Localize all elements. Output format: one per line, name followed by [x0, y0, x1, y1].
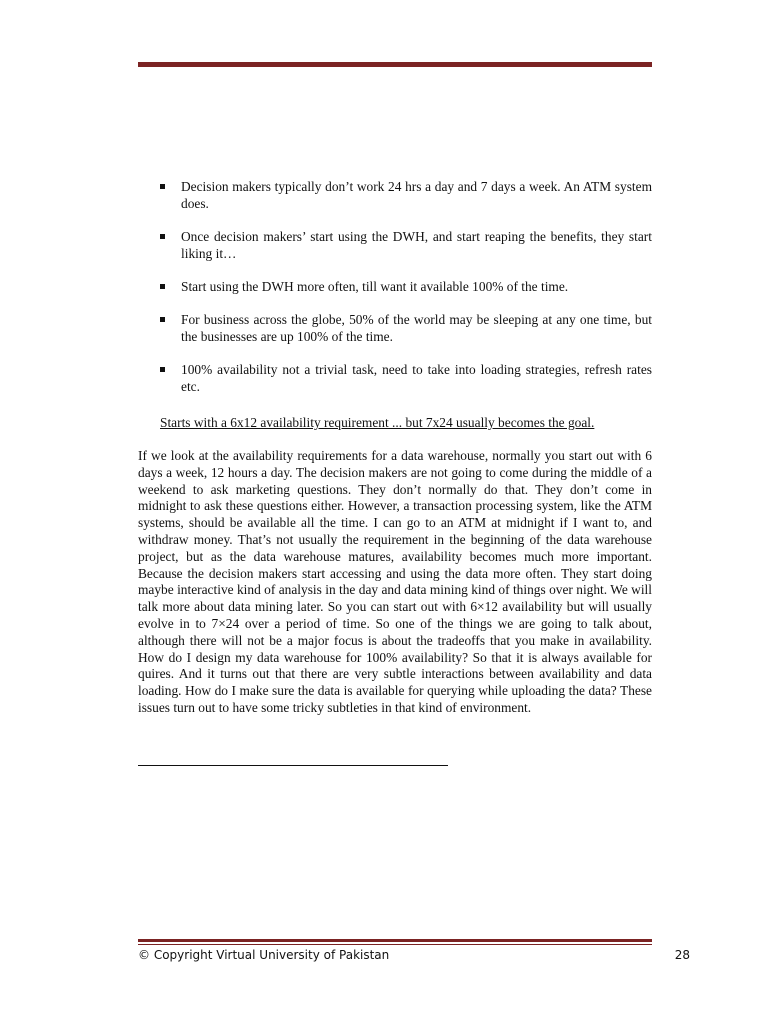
footnote-separator — [138, 765, 448, 766]
footer-copyright: © Copyright Virtual University of Pakistan — [138, 948, 390, 962]
bullet-item — [160, 228, 652, 262]
square-bullet-icon — [160, 317, 165, 322]
bullet-text: Once decision makers’ start using the DWH, and start reaping the benefits, they start liking it… — [181, 229, 652, 261]
bullet-text: Start using the DWH more often, till want it available 100% of the time. — [181, 279, 569, 294]
square-bullet-icon — [160, 284, 165, 289]
header-rule — [138, 62, 652, 67]
footer-rule-thin — [138, 944, 652, 945]
bullet-text: Decision makers typically don’t work 24 hrs a day and 7 days a week. An ATM system does. — [181, 179, 652, 211]
square-bullet-icon — [160, 367, 165, 372]
bullet-list — [160, 178, 652, 411]
footer-rule-thick — [138, 939, 652, 942]
bullet-item — [160, 361, 652, 395]
square-bullet-icon — [160, 184, 165, 189]
body-paragraph: If we look at the availability requirements for a data warehouse, normally you start out with 6 days a week, 12 hours a day. The decision makers are not going to come during the middle of a weekend to ask marketing questions. They don’t normally do that. They don’t come in midnight to ask these questions either. However, a transaction processing system, like the ATM systems, should be available all the time. I can go to an ATM at midnight if I want to, and withdraw money. That’s not usually the requirement in the beginning of the data warehouse project, but as the data warehouse matures, availability becomes much more important. Because the decision makers start accessing and using the data more often. They start doing maybe interactive kind of analysis in the day and data mining kind of things over night. We will talk more about data mining later. So you can start out with 6×12 availability but will usually evolve in to 7×24 over a period of time. So one of the things we are going to talk about, although there will not be a major focus is about the tradeoffs that you make in availability. How do I design my data warehouse for 100% availability? So that it is always available for quires. And it turns out that there are very subtle interactions between availability and data loading. How do I make sure the data is available for querying while uploading the data? These issues turn out to have some tricky subtleties in that kind of environment. — [138, 448, 652, 715]
bullet-item — [160, 311, 652, 345]
underlined-statement: Starts with a 6x12 availability requirement ... but 7x24 usually becomes the goal. — [160, 415, 595, 430]
bullet-item — [160, 178, 652, 212]
bullet-text: For business across the globe, 50% of the world may be sleeping at any one time, but the businesses are up 100% of the time. — [181, 312, 652, 344]
square-bullet-icon — [160, 234, 165, 239]
bullet-item — [160, 278, 652, 295]
page-number: 28 — [674, 948, 690, 962]
bullet-text: 100% availability not a trivial task, need to take into loading strategies, refresh rates etc. — [181, 362, 652, 394]
